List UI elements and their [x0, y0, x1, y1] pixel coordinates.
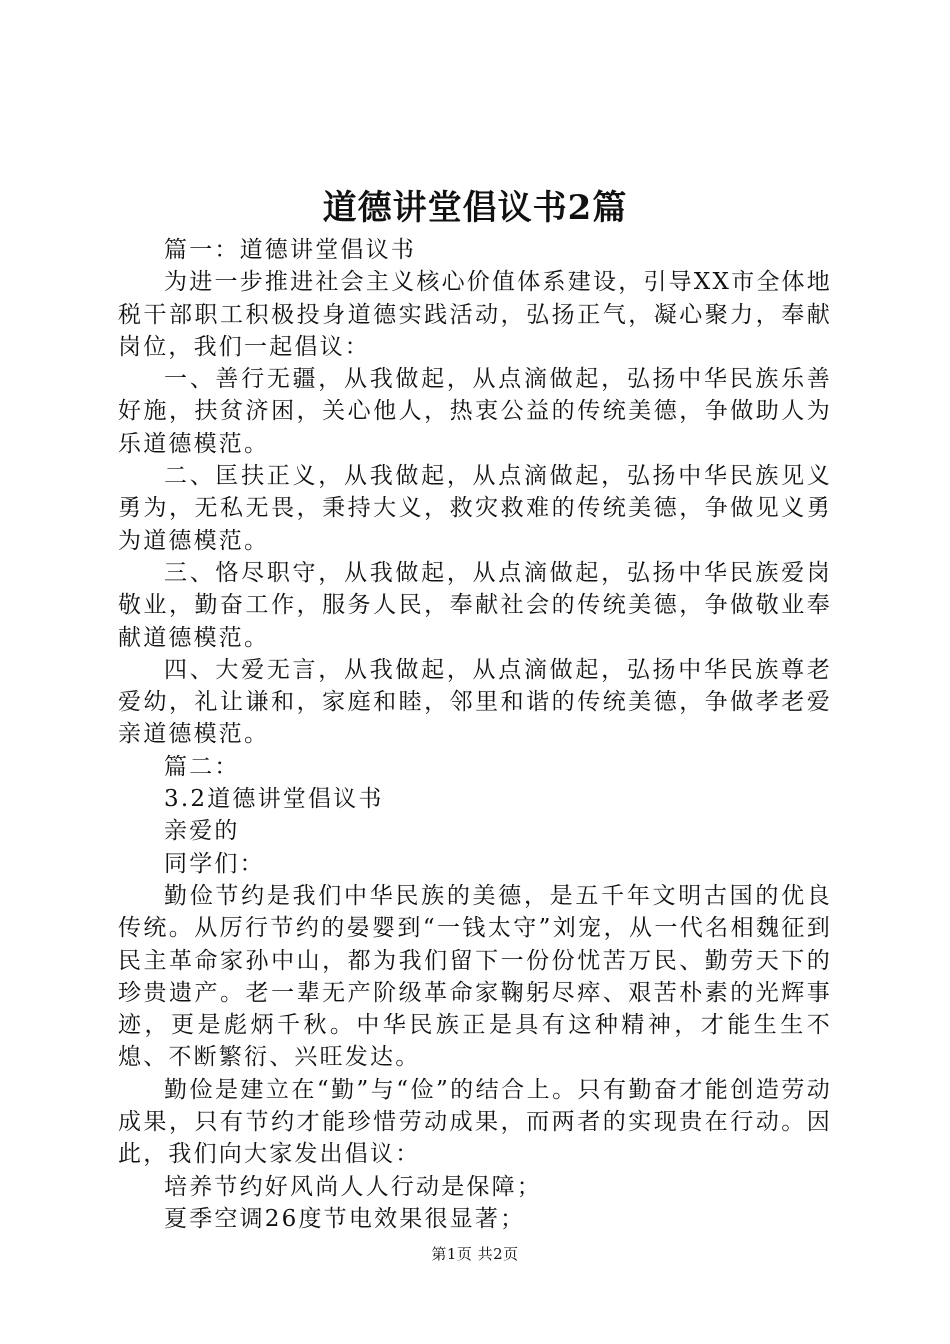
paragraph-item-1: 一、善行无疆，从我做起，从点滴做起，弘扬中华民族乐善好施，扶贫济困，关心他人，热衷公益的传统美德，争做助人为乐道德模范。	[118, 366, 832, 457]
paragraph-item-3: 三、恪尽职守，从我做起，从点滴做起，弘扬中华民族爱岗敬业，勤奋工作，服务人民，奉献社会的传统美德，争做敬业奉献道德模范。	[118, 559, 832, 651]
page-footer: 第1页 共2页	[431, 1245, 519, 1263]
paragraph-item-2: 二、匡扶正义，从我做起，从点滴做起，弘扬中华民族见义勇为，无私无畏，秉持大义，救灾救难的传统美德，争做见义勇为道德模范。	[118, 463, 832, 554]
slogan-1: 培养节约好风尚人人行动是保障；	[164, 1173, 542, 1200]
document-title: 道德讲堂倡议书2篇	[322, 188, 628, 228]
paragraph-diligence: 勤俭是建立在“勤”与“俭”的结合上。只有勤奋才能创造劳动成果，只有节约才能珍惜劳动成果，而两者的实现贵在行动。因此，我们向大家发出倡议：	[118, 1076, 832, 1168]
paragraph-intro: 为进一步推进社会主义核心价值体系建设，引导XX市全体地税干部职工积极投身道德实践活动，弘扬正气，凝心聚力，奉献岗位，我们一起倡议：	[118, 269, 832, 360]
slogan-2: 夏季空调26度节电效果很显著；	[164, 1205, 526, 1232]
salutation-line-1: 亲爱的	[164, 818, 240, 845]
section-heading-1: 篇一：道德讲堂倡议书	[164, 237, 416, 263]
paragraph-frugality: 勤俭节约是我们中华民族的美德，是五千年文明古国的优良传统。从厉行节约的晏婴到“一钱太守”刘宠，从一代名相魏征到民主革命家孙中山，都为我们留下一份份忧苦万民、勤劳天下的珍贵遗产。老一辈无产阶级革命家鞠躬尽瘁、艰苦朴素的光辉事迹，更是彪炳千秋。中华民族正是具有这种精神，才能生生不熄、不断繁衍、兴旺发达。	[118, 882, 832, 1071]
sub-title: 3.2道德讲堂倡议书	[164, 786, 384, 813]
salutation-line-2: 同学们：	[164, 850, 265, 877]
document-body	[118, 234, 832, 1235]
section-heading-2: 篇二：	[164, 753, 240, 780]
paragraph-item-4: 四、大爱无言，从我做起，从点滴做起，弘扬中华民族尊老爱幼，礼让谦和，家庭和睦，邻里和谐的传统美德，争做孝老爱亲道德模范。	[118, 656, 832, 748]
